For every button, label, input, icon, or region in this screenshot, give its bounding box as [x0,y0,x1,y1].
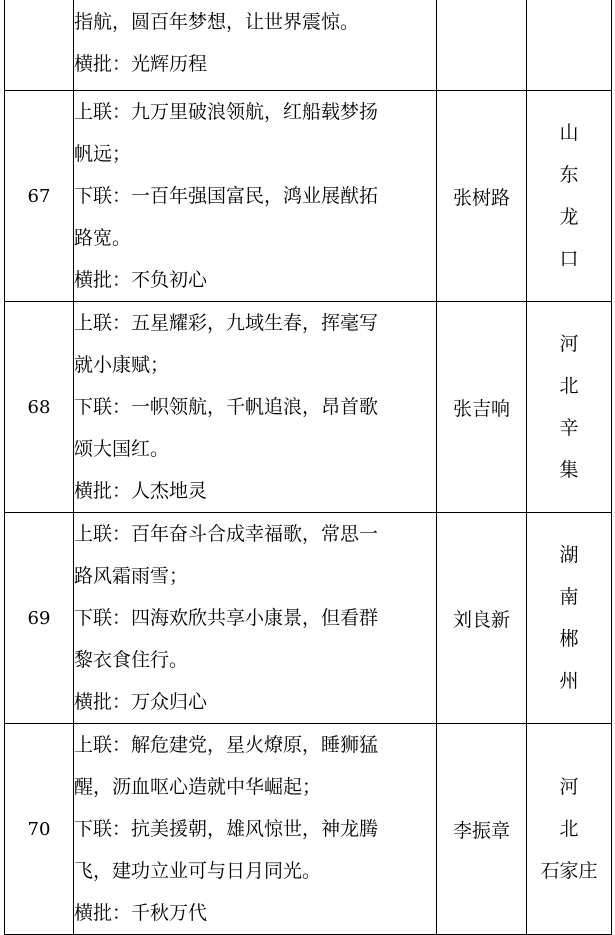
couplet-line: 上联：五星耀彩，九域生春，挥毫写 [74,312,379,334]
couplet-line: 路宽。 [74,227,132,249]
table-row [5,91,612,302]
couplet-line: 横批：光辉历程 [74,53,208,75]
location-line: 山东 [559,122,607,186]
entry-number: 68 [5,302,74,513]
couplet-text [74,91,437,302]
couplet-text [74,724,437,935]
author-location [527,513,612,724]
table-row [5,513,612,724]
couplet-line: 飞，建功立业可与日月同光。 [74,860,322,882]
author-location [527,0,612,91]
location-line: 河北 [559,776,607,840]
couplet-line: 横批：人杰地灵 [74,480,208,502]
entry-number: 70 [5,724,74,935]
couplet-line: 横批：不负初心 [74,269,208,291]
couplet-line: 上联：九万里破浪领航，红船载梦扬 [74,101,379,123]
couplet-line: 上联：解危建党，星火燎原，睡狮猛 [74,734,379,756]
author-name [437,0,527,91]
author-name: 张树路 [437,91,527,302]
location-line: 辛集 [559,417,607,481]
couplet-line: 就小康赋； [74,354,170,376]
location-line: 河北 [559,333,607,397]
couplet-line: 颂大国红。 [74,438,170,460]
author-name: 刘良新 [437,513,527,724]
entry-number: 69 [5,513,74,724]
couplet-line: 下联：一百年强国富民，鸿业展猷拓 [74,185,379,207]
table-row [5,302,612,513]
couplet-table [4,0,612,935]
author-name: 张吉响 [437,302,527,513]
table-row [5,0,612,91]
couplet-text [74,302,437,513]
couplet-line: 帆远； [74,143,132,165]
location-line: 湖南 [559,544,607,608]
author-name: 李振章 [437,724,527,935]
location-line: 郴州 [559,628,607,692]
author-location [527,302,612,513]
couplet-line: 横批：万众归心 [74,691,208,713]
table-row [5,724,612,935]
author-location [527,91,612,302]
location-line: 石家庄 [540,860,598,882]
entry-number [5,0,74,91]
couplet-line: 下联：四海欢欣共享小康景，但看群 [74,607,379,629]
couplet-text [74,513,437,724]
entry-number: 67 [5,91,74,302]
couplet-line: 下联：抗美援朝，雄风惊世，神龙腾 [74,818,379,840]
location-line: 龙口 [559,206,607,270]
couplet-line: 路风霜雨雪； [74,565,189,587]
author-location [527,724,612,935]
couplet-line: 黎衣食住行。 [74,649,189,671]
couplet-text [74,0,437,91]
couplet-line: 横批：千秋万代 [74,902,208,924]
couplet-line: 指航，圆百年梦想，让世界震惊。 [74,11,360,33]
couplet-line: 下联：一帜领航，千帆追浪，昂首歌 [74,396,379,418]
couplet-line: 醒，沥血呕心造就中华崛起； [74,776,322,798]
couplet-line: 上联：百年奋斗合成幸福歌，常思一 [74,523,379,545]
